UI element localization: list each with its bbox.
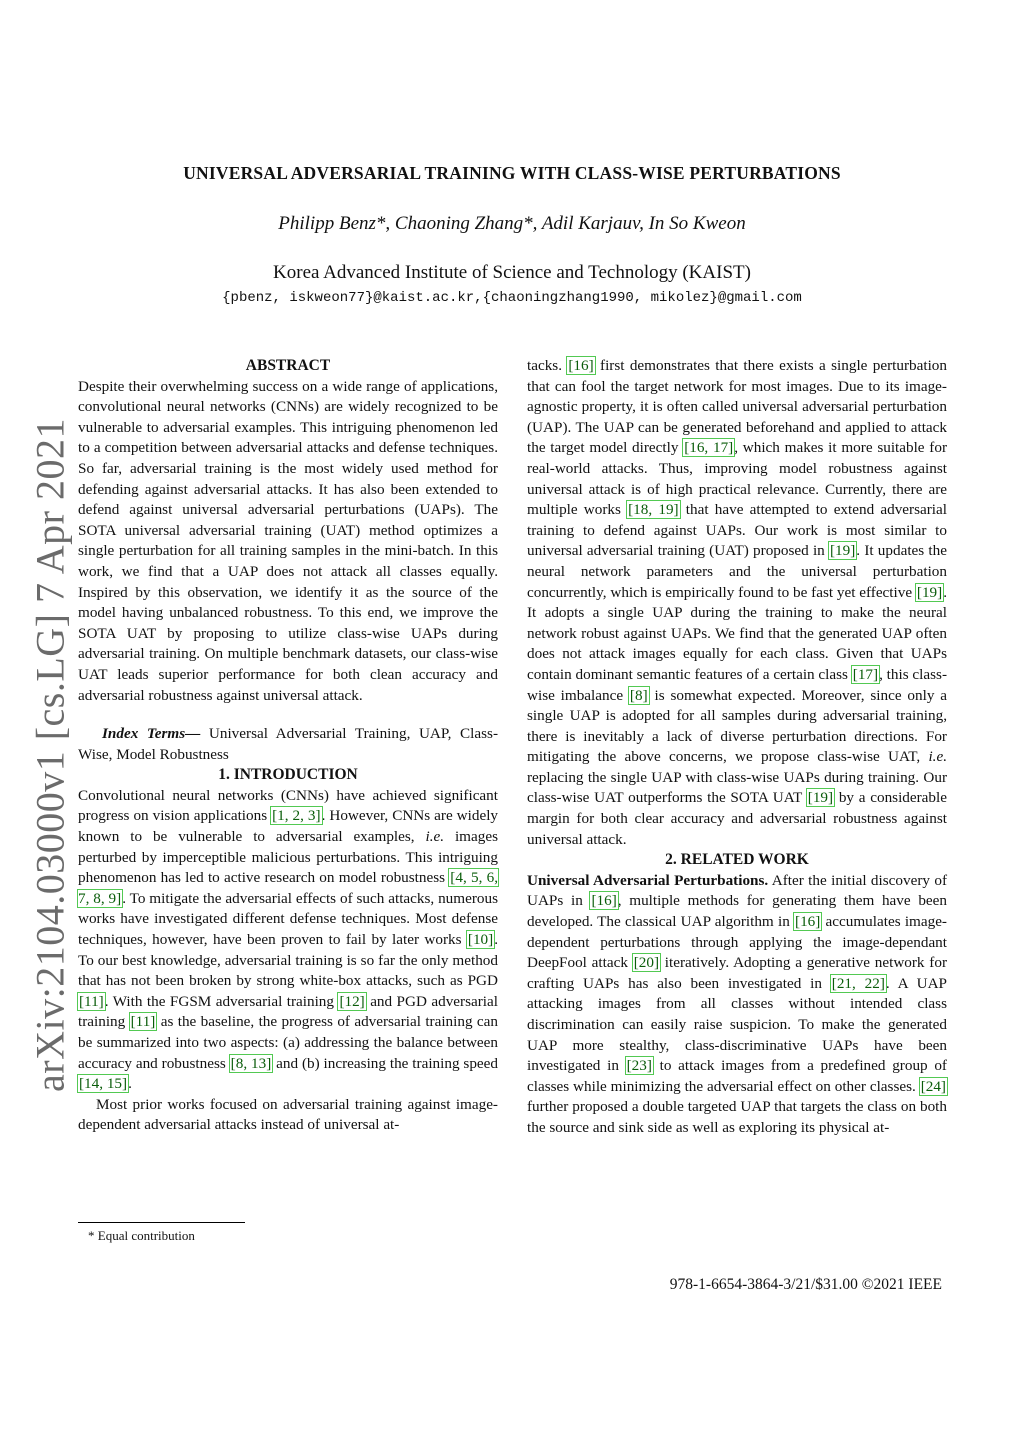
- citation-link[interactable]: [8]: [629, 686, 648, 704]
- index-terms: [78, 724, 498, 765]
- paper-title: UNIVERSAL ADVERSARIAL TRAINING WITH CLASS-WISE PERTURBATIONS: [183, 163, 841, 183]
- paragraph-lead: Universal Adversarial Perturbations.: [527, 871, 769, 889]
- citation-link[interactable]: [16]: [568, 357, 594, 374]
- isbn-copyright: 978-1-6654-3864-3/21/$31.00 ©2021 IEEE: [669, 1276, 942, 1293]
- abstract-heading: ABSTRACT: [245, 357, 331, 374]
- citation-link[interactable]: [8, 13]: [230, 1054, 272, 1072]
- intro-heading: 1. INTRODUCTION: [218, 766, 358, 784]
- abstract-text: Despite their overwhelming success on a wide range of applications, convolutional neural networks (CNNs) are widely recognized to be vulnerable to adversarial examples. This intriguing phenomenon led to a competition between adversarial attacks and defense techniques. So far, adversarial training is the most widely used method for defending against adversarial attacks. It has also been extended to defend against universal adversarial perturbations (UAPs). The SOTA universal adversarial training (UAT) method optimizes a single perturbation for all training samples in the mini-batch. In this work, we find that a UAP does not attack all classes equally. Inspired by this observation, we identify it as the source of the model having unbalanced robustness. To this end, we improve the SOTA UAT by proposing to utilize class-wise UAPs during adversarial training. On multiple benchmark datasets, our class-wise UAT leads superior performance for both clean accuracy and adversarial robustness against universal attack.: [78, 377, 498, 704]
- related-paragraph-1: Universal Adversarial Perturbations. After the initial discovery of UAPs in [16], multiple methods for generating them have been developed. The classical UAP algorithm in [16] accumulates image-dependent perturbations through applying the image-dependant DeepFool attack [20] iteratively. Adopting a generative network for crafting UAPs has also been investigated in [21, 22]. A UAP attacking images from all classes without intended class discrimination can easily raise suspicion. To make the generated UAP more stealthy, class-discriminative UAPs have been investigated in [23] to attack images from a predefined group of classes while minimizing the adversarial effect on other classes. [24] further proposed a double targeted UAP that targets the class on both the source and sink side as well as exploring its physical at-: [527, 871, 948, 1136]
- citation-link[interactable]: [18, 19]: [628, 501, 679, 519]
- footnote-rule: [78, 1222, 245, 1223]
- author-list: Philipp Benz*, Chaoning Zhang*, Adil Karjauv, In So Kweon: [278, 213, 746, 234]
- arxiv-stamp: [22, 418, 78, 1092]
- citation-link[interactable]: [19]: [829, 542, 856, 560]
- arxiv-stamp-text: arXiv:2104.03000v1 [cs.LG] 7 Apr 2021: [27, 418, 73, 1092]
- citation-link[interactable]: [16]: [795, 913, 821, 931]
- citation-link[interactable]: [24]: [920, 1077, 946, 1095]
- intro-continuation: tacks. [16] first demonstrates that there exists a single perturbation that can fool the target network for most images. Due to its image-agnostic property, it is often called universal adversarial perturbation (UAP). The UAP can be generated beforehand and applied to attack the target model directly [16, 17], which makes it more suitable for real-world attacks. Thus, improving model robustness against universal attack is of high practical relevance. Currently, there are multiple works [18, 19] that have attempted to extend adversarial training to defend against UAPs. Our work is most similar to universal adversarial training (UAT) proposed in [19]. It updates the neural network parameters and the universal perturbation concurrently, which is empirically found to be fast yet effective [19]. It adopts a single UAP during the training to make the neural network robust against UAPs. We find that the generated UAP often does not attack images equally for each class. Given that UAPs contain dominant semantic features of a certain class [17], this class-wise imbalance [8] is somewhat expected. Moreover, since only a single UAP is adopted for all samples during adversarial training, there is inevitably a lack of diverse perturbation directions. For mitigating the above concerns, we propose class-wise UAT, i.e. replacing the single UAP with class-wise UAPs during training. Our class-wise UAT outperforms the SOTA UAT [19] by a considerable margin for both clear accuracy and adversarial robustness against universal attack.: [527, 357, 948, 848]
- citation-link[interactable]: [12]: [339, 992, 365, 1010]
- citation-link[interactable]: [19]: [807, 789, 834, 807]
- intro-paragraph-1: Convolutional neural networks (CNNs) have achieved significant progress on vision applications [1, 2, 3]. However, CNNs are widely known to be vulnerable to adversarial examples, i.e. images perturbed by imperceptible malicious perturbations. This intriguing phenomenon has led to active research on model robustness [4, 5, 6, 7, 8, 9]. To mitigate the adversarial effects of such attacks, numerous works have investigated different defense techniques. Most defense techniques, however, have been proven to fail by later works [10]. To our best knowledge, adversarial training is so far the only method that has not been broken by strong white-box attacks, such as PGD [11]. With the FGSM adversarial training [12] and PGD adversarial training [11] as the baseline, the progress of adversarial training can be summarized into two aspects: (a) addressing the balance between accuracy and robustness [8, 13] and (b) increasing the training speed [14, 15].: [78, 786, 499, 1093]
- citation-link[interactable]: [17]: [852, 665, 879, 683]
- citation-link[interactable]: [19]: [916, 583, 943, 601]
- right-column: [527, 356, 947, 1139]
- citation-link[interactable]: [23]: [626, 1057, 652, 1075]
- citation-link[interactable]: [21, 22]: [831, 974, 885, 992]
- footnote: * Equal contribution: [88, 1228, 195, 1243]
- citation-link[interactable]: [16]: [591, 892, 617, 910]
- citation-link[interactable]: [4, 5, 6, 7, 8, 9]: [78, 869, 498, 907]
- citation-link[interactable]: [14, 15]: [79, 1075, 128, 1093]
- index-terms-label: Index Terms—: [102, 725, 201, 743]
- citation-link[interactable]: [11]: [79, 992, 104, 1010]
- left-column: [78, 356, 498, 1136]
- citation-link[interactable]: [20]: [633, 954, 660, 972]
- affiliation: Korea Advanced Institute of Science and Technology (KAIST): [273, 262, 751, 283]
- citation-link[interactable]: [16, 17]: [684, 439, 734, 457]
- intro-paragraph-2: Most prior works focused on adversarial training against image-dependent adversarial attacks instead of universal at-: [78, 1095, 498, 1134]
- citation-link[interactable]: [11]: [130, 1013, 156, 1031]
- index-terms-text: Universal Adversarial Training, UAP, Class-Wise, Model Robustness: [78, 725, 498, 763]
- email-list: {pbenz, iskweon77}@kaist.ac.kr,{chaoningzhang1990, mikolez}@gmail.com: [222, 290, 802, 306]
- citation-link[interactable]: [10]: [467, 931, 494, 949]
- citation-link[interactable]: [1, 2, 3]: [272, 807, 321, 825]
- related-work-heading: 2. RELATED WORK: [665, 851, 809, 869]
